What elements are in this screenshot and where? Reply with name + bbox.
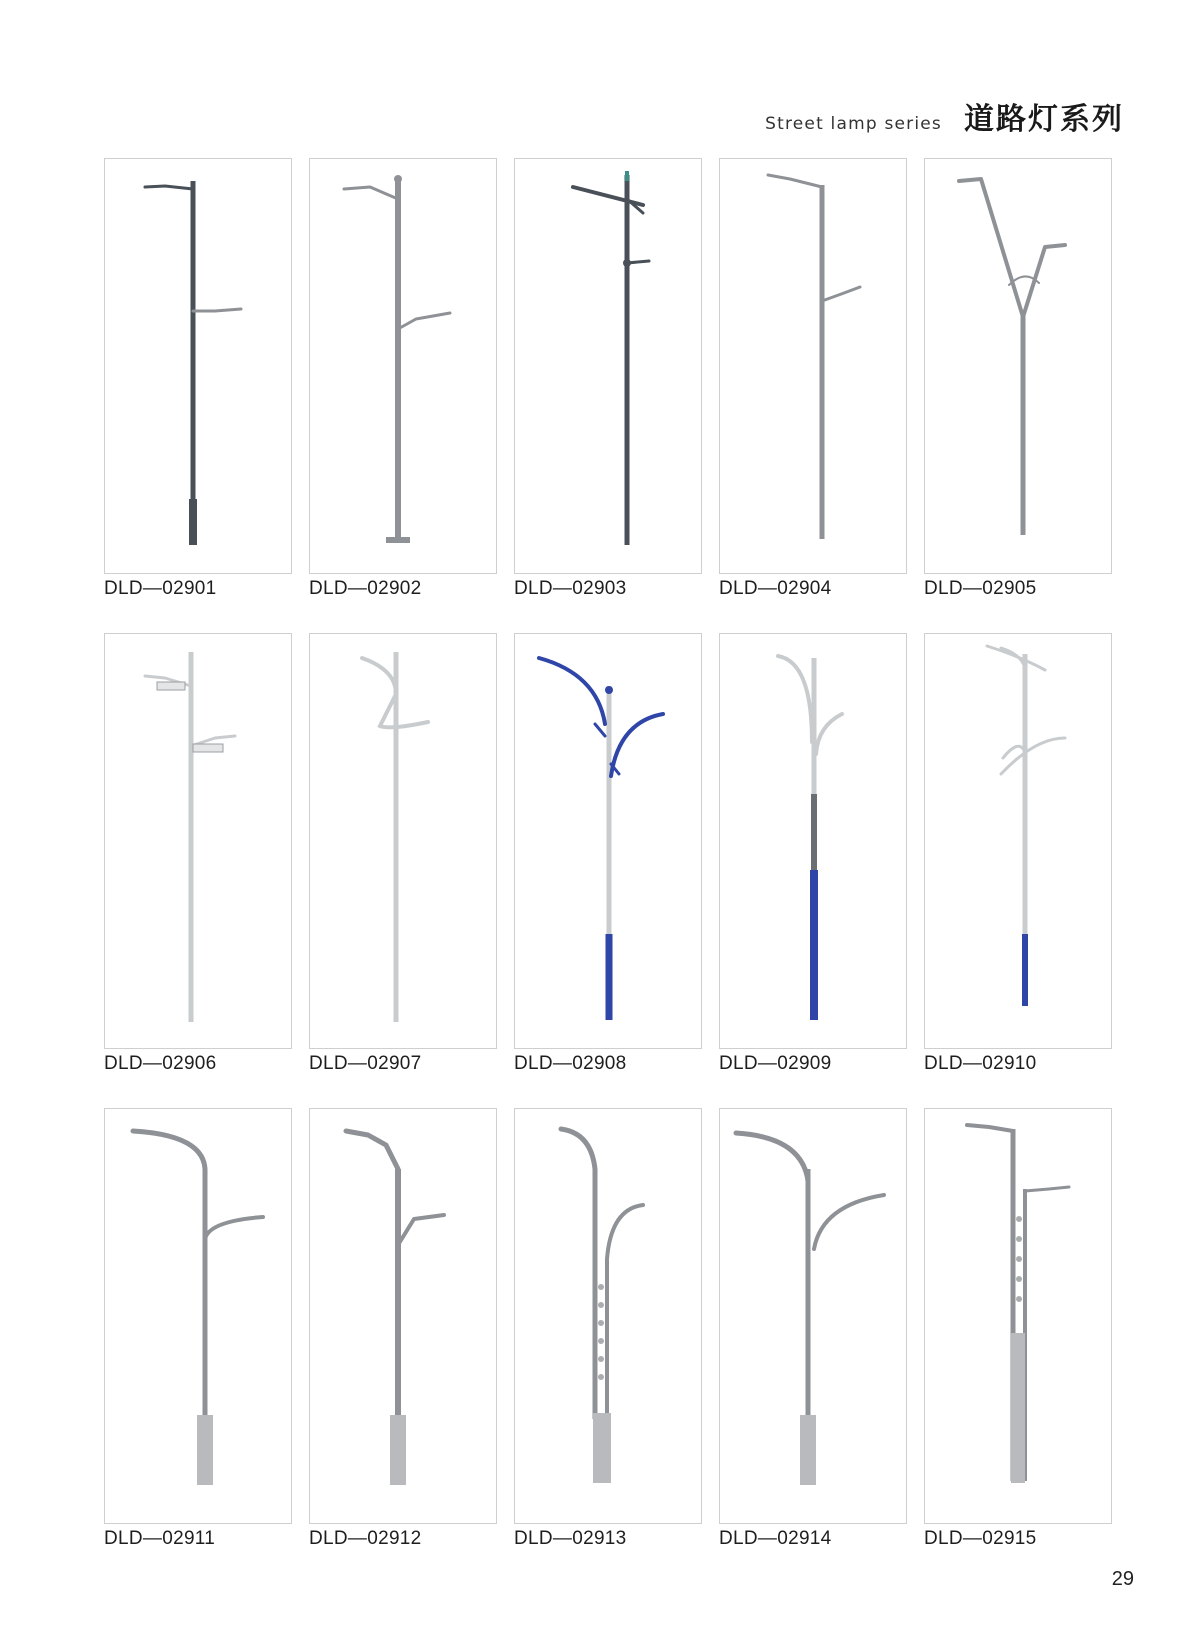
product-image-frame [309,1108,497,1524]
decor-ornament [598,1302,604,1308]
lamp-arm [967,1125,1013,1131]
decor-ornament [1016,1256,1022,1262]
product-model-label: DLD—02913 [514,1528,627,1549]
product-image-frame [924,1108,1112,1524]
decor-ornament [598,1374,604,1380]
product-image-frame [104,158,292,574]
pole [1021,315,1026,535]
lamp-pole-illustration [515,159,701,573]
curved-arm-left [539,658,605,724]
pole [593,1169,598,1419]
product-image-frame [309,633,497,1049]
lamp-arm [822,287,860,301]
product-image-frame [514,158,702,574]
crook-arm [346,1131,398,1169]
product-card [924,158,1112,600]
lamp-pole-illustration [925,1109,1111,1523]
product-model-label: DLD—02901 [104,578,217,599]
product-model-label: DLD—02912 [309,1528,422,1549]
header-title-cn: 道路灯系列 [964,102,1124,137]
product-card [104,633,292,1075]
crook-arm [736,1133,808,1181]
lamp-arm [768,175,822,187]
lamp-arm [398,1215,444,1245]
pole-sleeve [606,934,613,1020]
pole-base [390,1415,406,1485]
lamp-pole-illustration [515,634,701,1048]
lamp-arm [816,714,842,754]
page-number: 29 [1111,1568,1134,1590]
product-model-label: DLD—02907 [309,1053,422,1074]
product-card [924,1108,1112,1550]
product-card [514,1108,702,1550]
fork-arm-left [959,179,1023,317]
product-card [104,1108,292,1550]
decor-ornament [598,1356,604,1362]
decor-ornament [1016,1276,1022,1282]
product-image-frame [719,158,907,574]
lamp-pole-illustration [720,634,906,1048]
product-card [719,633,907,1075]
lamp-pole-illustration [720,1109,906,1523]
lamp-pole-illustration [720,159,906,573]
pole-base [386,537,410,543]
product-image-frame [309,158,497,574]
lamp-pole-illustration [105,634,291,1048]
product-image-frame [719,1108,907,1524]
product-image-frame [514,633,702,1049]
product-card [719,158,907,600]
pole-base [810,870,818,1020]
pole [191,181,196,545]
lamp-arm [1001,738,1065,774]
crook-arm [133,1131,205,1169]
lamp-pole-illustration [310,1109,496,1523]
pole-sleeve [811,794,817,870]
pole-joint [623,259,631,267]
product-model-label: DLD—02908 [514,1053,627,1074]
product-model-label: DLD—02905 [924,578,1037,599]
lamp-arm [607,1205,643,1259]
product-card [924,633,1112,1075]
lamp-arm [344,187,398,199]
lamp-head [157,682,185,690]
product-model-label: DLD—02909 [719,1053,832,1074]
lamp-arm [205,1217,263,1239]
lamp-arm [398,313,450,329]
fork-arm-right [1023,245,1065,317]
product-model-label: DLD—02902 [309,578,422,599]
product-image-frame [514,1108,702,1524]
pole-base [1011,1333,1025,1483]
lamp-pole-illustration [310,159,496,573]
decor-ornament [1016,1216,1022,1222]
product-image-frame [924,633,1112,1049]
pole [395,181,401,539]
product-card [309,1108,497,1550]
lamp-pole-illustration [310,634,496,1048]
pole-base [189,499,197,545]
pole-base [800,1415,816,1485]
curved-arm-right [611,714,663,776]
pole [820,185,825,539]
pole-cap [625,171,629,181]
pole-finial [605,686,613,694]
lamp-pole-illustration [925,634,1111,1048]
product-card [309,158,497,600]
arm-brace [595,724,605,736]
lamp-arm [145,186,193,189]
decor-ornament [598,1320,604,1326]
lamp-arm [193,309,241,311]
product-image-frame [719,633,907,1049]
product-model-label: DLD—02914 [719,1528,832,1549]
pole [394,652,399,1022]
decor-ornament [1016,1296,1022,1302]
lamp-pole-illustration [105,1109,291,1523]
pole-base [197,1415,213,1485]
pole [625,175,630,545]
crook-arm [561,1129,595,1169]
product-card [309,633,497,1075]
decor-ornament [598,1284,604,1290]
page-header [765,94,1124,138]
pole [203,1169,208,1419]
pole [395,1169,401,1419]
lamp-head [193,744,223,752]
pole-finial [394,175,402,183]
product-model-label: DLD—02911 [104,1528,216,1549]
product-image-frame [924,158,1112,574]
lamp-pole-illustration [515,1109,701,1523]
product-model-label: DLD—02915 [924,1528,1037,1549]
pole-base [1022,934,1028,1006]
pole [605,1259,609,1419]
product-card [514,633,702,1075]
pole-base [593,1413,611,1483]
lamp-arm [1025,1187,1069,1191]
product-model-label: DLD—02903 [514,578,627,599]
product-model-label: DLD—02904 [719,578,832,599]
lamp-arm [778,656,812,742]
product-image-frame [104,1108,292,1524]
lamp-arm [814,1195,884,1249]
product-card [719,1108,907,1550]
pole [189,652,194,1022]
header-title-en: Street lamp series [765,114,942,134]
lamp-arm [987,646,1045,670]
product-image-frame [104,633,292,1049]
pole [806,1169,811,1419]
decor-ornament [1016,1236,1022,1242]
decor-ornament [598,1338,604,1344]
product-card [514,158,702,600]
product-model-label: DLD—02906 [104,1053,217,1074]
lamp-pole-illustration [105,159,291,573]
product-card [104,158,292,600]
pole [607,686,612,944]
lamp-pole-illustration [925,159,1111,573]
product-model-label: DLD—02910 [924,1053,1037,1074]
